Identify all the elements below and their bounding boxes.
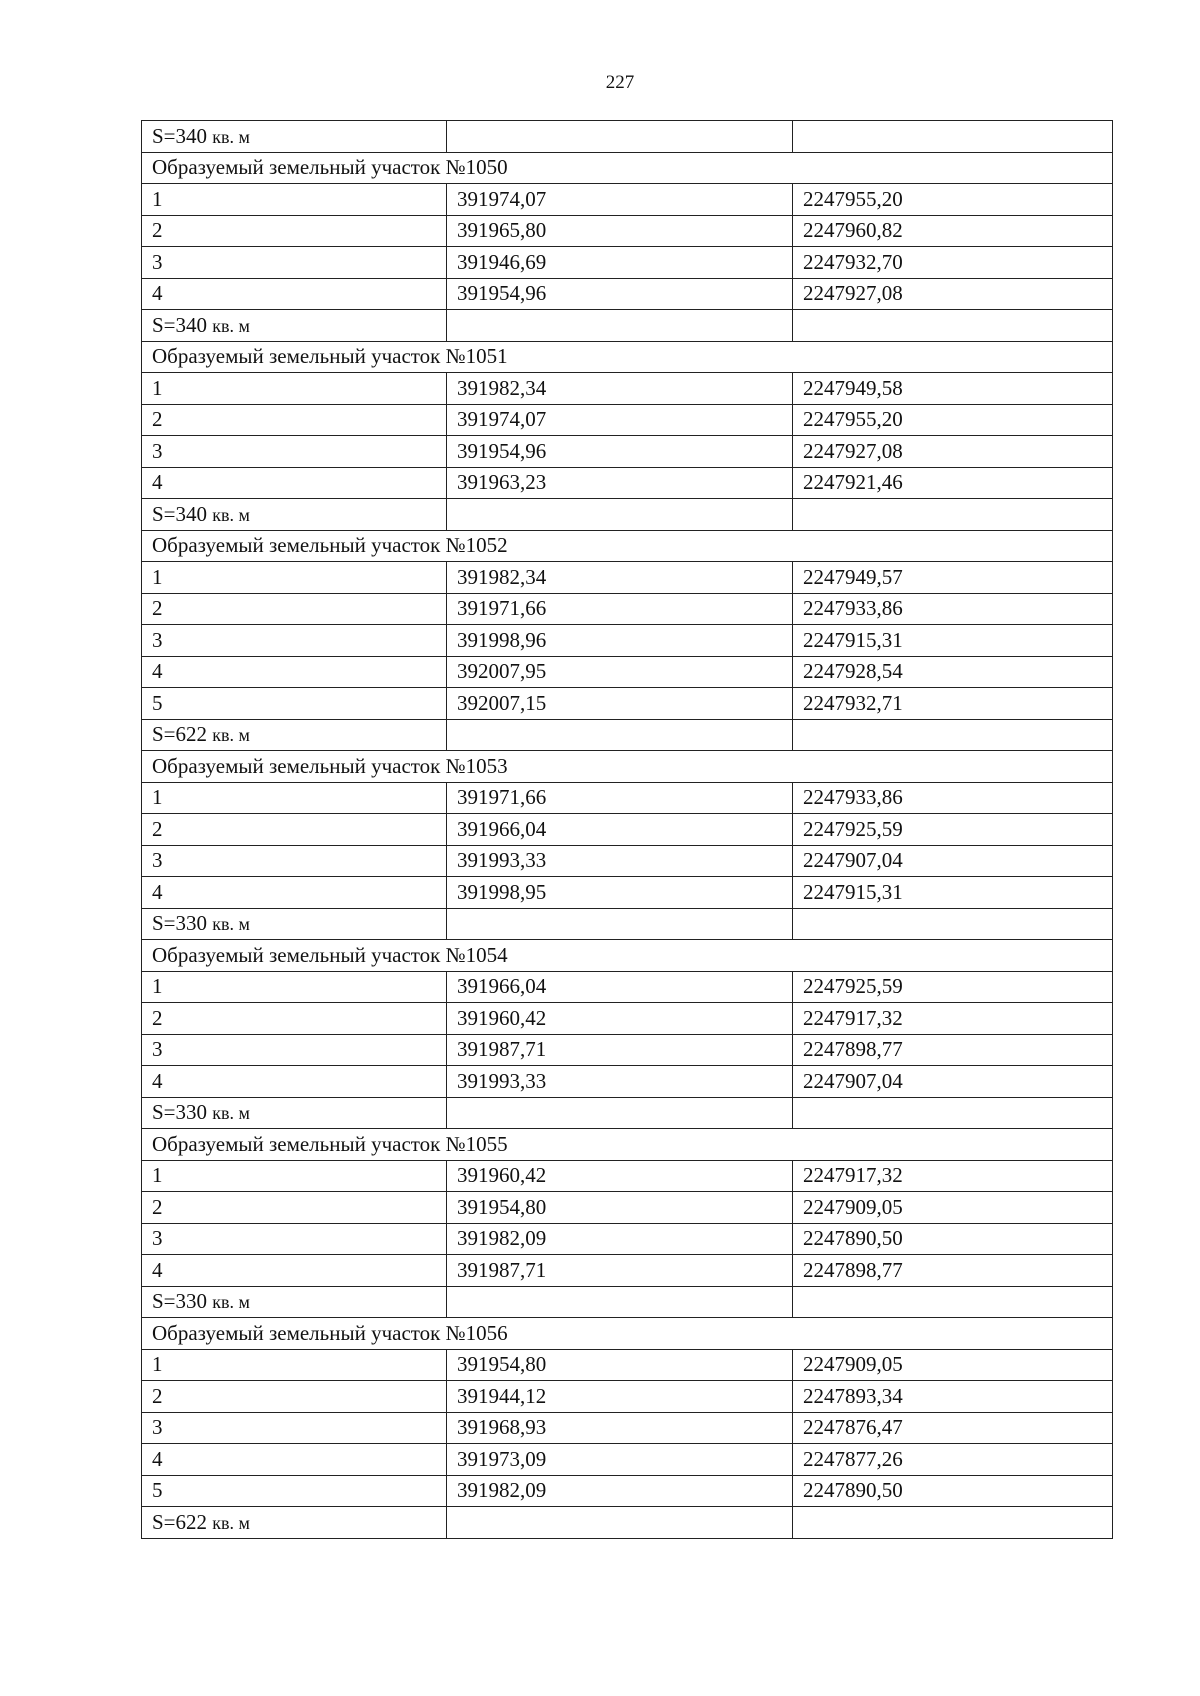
x-coordinate: 391971,66 <box>447 593 793 625</box>
area-row <box>142 908 1113 940</box>
area-row <box>142 719 1113 751</box>
x-coordinate: 391998,95 <box>447 877 793 909</box>
area-value: S=622 <box>152 1509 208 1534</box>
empty-cell <box>793 121 1113 153</box>
area-cell <box>142 121 447 153</box>
x-coordinate: 391982,09 <box>447 1475 793 1507</box>
point-row <box>142 1160 1113 1192</box>
point-number: 4 <box>142 656 447 688</box>
point-row <box>142 625 1113 657</box>
y-coordinate: 2247933,86 <box>793 782 1113 814</box>
y-coordinate: 2247949,57 <box>793 562 1113 594</box>
x-coordinate: 391954,96 <box>447 436 793 468</box>
x-coordinate: 391954,80 <box>447 1349 793 1381</box>
x-coordinate: 391987,71 <box>447 1255 793 1287</box>
point-row <box>142 1349 1113 1381</box>
point-row <box>142 1066 1113 1098</box>
y-coordinate: 2247890,50 <box>793 1223 1113 1255</box>
x-coordinate: 391974,07 <box>447 184 793 216</box>
area-row <box>142 1097 1113 1129</box>
point-number: 2 <box>142 814 447 846</box>
x-coordinate: 391998,96 <box>447 625 793 657</box>
point-number: 1 <box>142 782 447 814</box>
y-coordinate: 2247917,32 <box>793 1160 1113 1192</box>
point-number: 1 <box>142 971 447 1003</box>
empty-cell <box>447 908 793 940</box>
parcel-title: Образуемый земельный участок №1055 <box>142 1129 1113 1161</box>
y-coordinate: 2247915,31 <box>793 877 1113 909</box>
point-row <box>142 814 1113 846</box>
point-number: 3 <box>142 436 447 468</box>
area-cell <box>142 1097 447 1129</box>
point-row <box>142 656 1113 688</box>
point-number: 2 <box>142 215 447 247</box>
point-row <box>142 877 1113 909</box>
y-coordinate: 2247907,04 <box>793 1066 1113 1098</box>
parcel-title: Образуемый земельный участок №1056 <box>142 1318 1113 1350</box>
y-coordinate: 2247932,70 <box>793 247 1113 279</box>
x-coordinate: 391960,42 <box>447 1003 793 1035</box>
point-row <box>142 247 1113 279</box>
point-row <box>142 184 1113 216</box>
point-number: 1 <box>142 1349 447 1381</box>
x-coordinate: 391965,80 <box>447 215 793 247</box>
empty-cell <box>793 1507 1113 1539</box>
area-cell <box>142 908 447 940</box>
point-number: 1 <box>142 1160 447 1192</box>
area-unit: кв. м <box>212 1512 250 1533</box>
y-coordinate: 2247955,20 <box>793 184 1113 216</box>
y-coordinate: 2247917,32 <box>793 1003 1113 1035</box>
empty-cell <box>447 499 793 531</box>
point-number: 2 <box>142 404 447 436</box>
parcel-header-row <box>142 1318 1113 1350</box>
point-row <box>142 1381 1113 1413</box>
coordinates-table <box>141 120 1113 1539</box>
x-coordinate: 391971,66 <box>447 782 793 814</box>
area-unit: кв. м <box>212 1292 250 1313</box>
area-value: S=622 <box>152 722 208 747</box>
area-unit: кв. м <box>212 315 250 336</box>
y-coordinate: 2247877,26 <box>793 1444 1113 1476</box>
point-row <box>142 1412 1113 1444</box>
point-row <box>142 215 1113 247</box>
x-coordinate: 391963,23 <box>447 467 793 499</box>
area-unit: кв. м <box>212 126 250 147</box>
x-coordinate: 391987,71 <box>447 1034 793 1066</box>
point-row <box>142 562 1113 594</box>
area-value: S=340 <box>152 123 208 148</box>
y-coordinate: 2247915,31 <box>793 625 1113 657</box>
x-coordinate: 391993,33 <box>447 1066 793 1098</box>
area-unit: кв. м <box>212 1103 250 1124</box>
point-number: 1 <box>142 562 447 594</box>
area-value: S=330 <box>152 1289 208 1314</box>
parcel-header-row <box>142 940 1113 972</box>
empty-cell <box>447 310 793 342</box>
x-coordinate: 391993,33 <box>447 845 793 877</box>
y-coordinate: 2247949,58 <box>793 373 1113 405</box>
point-number: 5 <box>142 1475 447 1507</box>
empty-cell <box>447 719 793 751</box>
y-coordinate: 2247932,71 <box>793 688 1113 720</box>
area-value: S=330 <box>152 1100 208 1125</box>
empty-cell <box>793 1097 1113 1129</box>
empty-cell <box>447 121 793 153</box>
area-unit: кв. м <box>212 725 250 746</box>
point-row <box>142 467 1113 499</box>
point-number: 5 <box>142 688 447 720</box>
y-coordinate: 2247890,50 <box>793 1475 1113 1507</box>
point-row <box>142 436 1113 468</box>
point-number: 3 <box>142 1223 447 1255</box>
area-row <box>142 121 1113 153</box>
area-row <box>142 1286 1113 1318</box>
area-cell <box>142 310 447 342</box>
x-coordinate: 392007,15 <box>447 688 793 720</box>
area-cell <box>142 719 447 751</box>
parcel-header-row <box>142 1129 1113 1161</box>
y-coordinate: 2247909,05 <box>793 1349 1113 1381</box>
parcel-title: Образуемый земельный участок №1053 <box>142 751 1113 783</box>
area-cell <box>142 1507 447 1539</box>
x-coordinate: 391982,34 <box>447 373 793 405</box>
point-row <box>142 373 1113 405</box>
area-unit: кв. м <box>212 504 250 525</box>
x-coordinate: 391966,04 <box>447 814 793 846</box>
empty-cell <box>793 1286 1113 1318</box>
area-row <box>142 1507 1113 1539</box>
y-coordinate: 2247893,34 <box>793 1381 1113 1413</box>
y-coordinate: 2247907,04 <box>793 845 1113 877</box>
empty-cell <box>793 310 1113 342</box>
y-coordinate: 2247876,47 <box>793 1412 1113 1444</box>
y-coordinate: 2247909,05 <box>793 1192 1113 1224</box>
point-number: 2 <box>142 1381 447 1413</box>
empty-cell <box>447 1097 793 1129</box>
area-value: S=340 <box>152 501 208 526</box>
area-value: S=340 <box>152 312 208 337</box>
point-row <box>142 278 1113 310</box>
page-number: 227 <box>605 72 635 93</box>
empty-cell <box>447 1286 793 1318</box>
point-number: 4 <box>142 1066 447 1098</box>
x-coordinate: 391968,93 <box>447 1412 793 1444</box>
y-coordinate: 2247921,46 <box>793 467 1113 499</box>
x-coordinate: 391946,69 <box>447 247 793 279</box>
point-number: 3 <box>142 1034 447 1066</box>
x-coordinate: 391974,07 <box>447 404 793 436</box>
point-number: 2 <box>142 593 447 625</box>
point-row <box>142 1223 1113 1255</box>
point-row <box>142 1444 1113 1476</box>
point-row <box>142 688 1113 720</box>
area-cell <box>142 1286 447 1318</box>
point-row <box>142 1192 1113 1224</box>
y-coordinate: 2247898,77 <box>793 1034 1113 1066</box>
parcel-header-row <box>142 152 1113 184</box>
point-number: 4 <box>142 467 447 499</box>
point-row <box>142 1034 1113 1066</box>
x-coordinate: 391982,09 <box>447 1223 793 1255</box>
point-row <box>142 1255 1113 1287</box>
y-coordinate: 2247933,86 <box>793 593 1113 625</box>
point-number: 3 <box>142 845 447 877</box>
x-coordinate: 391954,80 <box>447 1192 793 1224</box>
x-coordinate: 391960,42 <box>447 1160 793 1192</box>
parcel-header-row <box>142 530 1113 562</box>
y-coordinate: 2247928,54 <box>793 656 1113 688</box>
parcel-title: Образуемый земельный участок №1054 <box>142 940 1113 972</box>
x-coordinate: 391966,04 <box>447 971 793 1003</box>
parcel-title: Образуемый земельный участок №1052 <box>142 530 1113 562</box>
y-coordinate: 2247925,59 <box>793 814 1113 846</box>
point-row <box>142 1003 1113 1035</box>
point-number: 3 <box>142 247 447 279</box>
point-number: 2 <box>142 1003 447 1035</box>
y-coordinate: 2247927,08 <box>793 278 1113 310</box>
point-number: 1 <box>142 184 447 216</box>
parcel-header-row <box>142 751 1113 783</box>
point-number: 4 <box>142 877 447 909</box>
point-row <box>142 971 1113 1003</box>
point-row <box>142 1475 1113 1507</box>
point-number: 1 <box>142 373 447 405</box>
area-cell <box>142 499 447 531</box>
y-coordinate: 2247925,59 <box>793 971 1113 1003</box>
area-row <box>142 310 1113 342</box>
parcel-title: Образуемый земельный участок №1051 <box>142 341 1113 373</box>
x-coordinate: 391982,34 <box>447 562 793 594</box>
y-coordinate: 2247955,20 <box>793 404 1113 436</box>
point-row <box>142 593 1113 625</box>
point-row <box>142 845 1113 877</box>
empty-cell <box>793 908 1113 940</box>
empty-cell <box>793 499 1113 531</box>
x-coordinate: 391954,96 <box>447 278 793 310</box>
y-coordinate: 2247960,82 <box>793 215 1113 247</box>
y-coordinate: 2247927,08 <box>793 436 1113 468</box>
point-number: 4 <box>142 1255 447 1287</box>
point-row <box>142 782 1113 814</box>
y-coordinate: 2247898,77 <box>793 1255 1113 1287</box>
point-number: 3 <box>142 1412 447 1444</box>
x-coordinate: 391944,12 <box>447 1381 793 1413</box>
area-value: S=330 <box>152 911 208 936</box>
point-number: 3 <box>142 625 447 657</box>
empty-cell <box>793 719 1113 751</box>
point-number: 2 <box>142 1192 447 1224</box>
x-coordinate: 391973,09 <box>447 1444 793 1476</box>
coordinates-table-body <box>142 121 1113 1539</box>
x-coordinate: 392007,95 <box>447 656 793 688</box>
parcel-title: Образуемый земельный участок №1050 <box>142 152 1113 184</box>
parcel-header-row <box>142 341 1113 373</box>
empty-cell <box>447 1507 793 1539</box>
area-row <box>142 499 1113 531</box>
area-unit: кв. м <box>212 914 250 935</box>
point-number: 4 <box>142 278 447 310</box>
point-number: 4 <box>142 1444 447 1476</box>
point-row <box>142 404 1113 436</box>
